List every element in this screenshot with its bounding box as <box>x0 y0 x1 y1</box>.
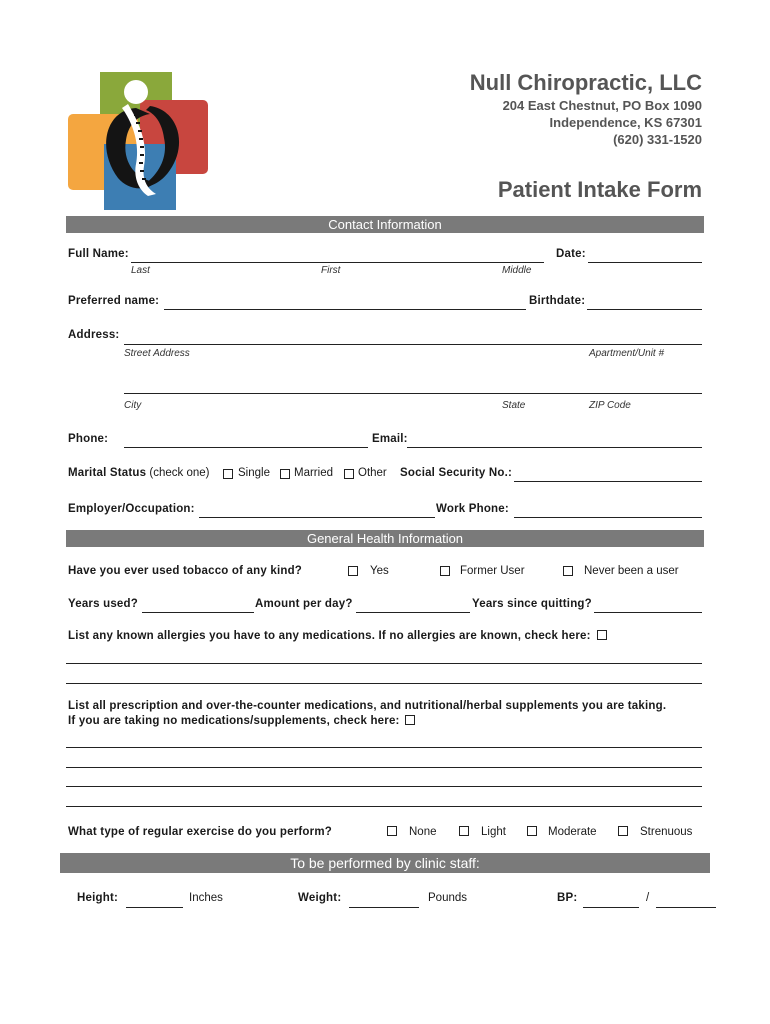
clinic-logo <box>66 70 208 212</box>
marital-other-label: Other <box>358 467 387 479</box>
tobacco-never-label: Never been a user <box>584 565 679 577</box>
marital-status-label: Marital Status <box>68 467 147 479</box>
years-used-label: Years used? <box>68 598 138 610</box>
exercise-none-label: None <box>409 826 437 838</box>
inches-label: Inches <box>189 892 223 904</box>
tobacco-question: Have you ever used tobacco of any kind? <box>68 565 303 577</box>
email-field[interactable] <box>407 447 702 448</box>
first-name-caption: First <box>321 265 341 276</box>
marital-single-label: Single <box>238 467 270 479</box>
bp-slash: / <box>646 892 650 904</box>
bp-label: BP: <box>557 892 578 904</box>
marital-status-hint: (check one) <box>149 467 210 479</box>
exercise-none-checkbox[interactable] <box>387 826 397 836</box>
employer-label: Employer/Occupation: <box>68 503 195 515</box>
years-used-field[interactable] <box>142 612 254 613</box>
street-address-caption: Street Address <box>124 348 190 359</box>
pounds-label: Pounds <box>428 892 468 904</box>
marital-status-row <box>68 467 210 479</box>
medications-line-2[interactable] <box>66 767 702 768</box>
years-quitting-label: Years since quitting? <box>472 598 592 610</box>
marital-married-checkbox[interactable] <box>280 469 290 479</box>
exercise-moderate-label: Moderate <box>548 826 597 838</box>
clinic-phone: (620) 331-1520 <box>613 132 702 147</box>
no-medications-prompt: If you are taking no medications/supplements, check here: <box>68 715 400 727</box>
tobacco-yes-checkbox[interactable] <box>348 566 358 576</box>
tobacco-never-checkbox[interactable] <box>563 566 573 576</box>
allergies-line-2[interactable] <box>66 683 702 684</box>
allergies-line-1[interactable] <box>66 663 702 664</box>
date-field[interactable] <box>588 262 702 263</box>
preferred-name-field[interactable] <box>164 309 526 310</box>
middle-name-caption: Middle <box>502 265 532 276</box>
city-caption: City <box>124 400 142 411</box>
street-address-field[interactable] <box>124 344 702 345</box>
exercise-light-checkbox[interactable] <box>459 826 469 836</box>
section-header-health: General Health Information <box>66 530 704 547</box>
work-phone-field[interactable] <box>514 517 702 518</box>
zip-caption: ZIP Code <box>589 400 631 411</box>
tobacco-yes-label: Yes <box>370 565 389 577</box>
bp-diastolic-field[interactable] <box>656 907 716 908</box>
allergies-prompt: List any known allergies you have to any medications. If no allergies are known, check here: <box>68 630 591 642</box>
phone-field[interactable] <box>124 447 368 448</box>
email-label: Email: <box>372 433 408 445</box>
marital-single-checkbox[interactable] <box>223 469 233 479</box>
exercise-strenuous-label: Strenuous <box>640 826 693 838</box>
section-header-contact: Contact Information <box>66 216 704 233</box>
height-field[interactable] <box>126 907 183 908</box>
medications-line-1[interactable] <box>66 747 702 748</box>
medications-line-4[interactable] <box>66 806 702 807</box>
amount-per-day-field[interactable] <box>356 612 470 613</box>
medications-line-3[interactable] <box>66 786 702 787</box>
marital-other-checkbox[interactable] <box>344 469 354 479</box>
tobacco-former-label: Former User <box>460 565 525 577</box>
exercise-question: What type of regular exercise do you perform? <box>68 826 332 838</box>
phone-label: Phone: <box>68 433 109 445</box>
full-name-label: Full Name: <box>68 248 129 260</box>
height-label: Height: <box>77 892 119 904</box>
no-medications-checkbox[interactable] <box>405 715 415 725</box>
birthdate-label: Birthdate: <box>529 295 586 307</box>
preferred-name-label: Preferred name: <box>68 295 160 307</box>
city-state-zip-field[interactable] <box>124 393 702 394</box>
state-caption: State <box>502 400 526 411</box>
clinic-address-line-1: 204 East Chestnut, PO Box 1090 <box>502 98 702 113</box>
date-label: Date: <box>556 248 586 260</box>
marital-married-label: Married <box>294 467 333 479</box>
last-name-caption: Last <box>131 265 150 276</box>
exercise-strenuous-checkbox[interactable] <box>618 826 628 836</box>
work-phone-label: Work Phone: <box>436 503 509 515</box>
weight-label: Weight: <box>298 892 342 904</box>
form-title: Patient Intake Form <box>497 177 702 202</box>
employer-field[interactable] <box>199 517 435 518</box>
exercise-moderate-checkbox[interactable] <box>527 826 537 836</box>
section-header-staff: To be performed by clinic staff: <box>60 853 710 873</box>
ssn-field[interactable] <box>514 481 702 482</box>
clinic-name: Null Chiropractic, LLC <box>469 70 702 95</box>
apartment-caption: Apartment/Unit # <box>589 348 665 359</box>
medications-prompt: List all prescription and over-the-counter medications, and nutritional/herbal supplements you are taking. <box>68 700 667 712</box>
clinic-address-line-2: Independence, KS 67301 <box>549 115 702 130</box>
no-allergies-checkbox[interactable] <box>597 630 607 640</box>
amount-per-day-label: Amount per day? <box>255 598 353 610</box>
full-name-field[interactable] <box>131 262 544 263</box>
weight-field[interactable] <box>349 907 419 908</box>
years-quitting-field[interactable] <box>594 612 702 613</box>
exercise-light-label: Light <box>481 826 506 838</box>
tobacco-former-checkbox[interactable] <box>440 566 450 576</box>
ssn-label: Social Security No.: <box>400 467 513 479</box>
bp-systolic-field[interactable] <box>583 907 639 908</box>
address-label: Address: <box>68 329 120 341</box>
birthdate-field[interactable] <box>587 309 702 310</box>
